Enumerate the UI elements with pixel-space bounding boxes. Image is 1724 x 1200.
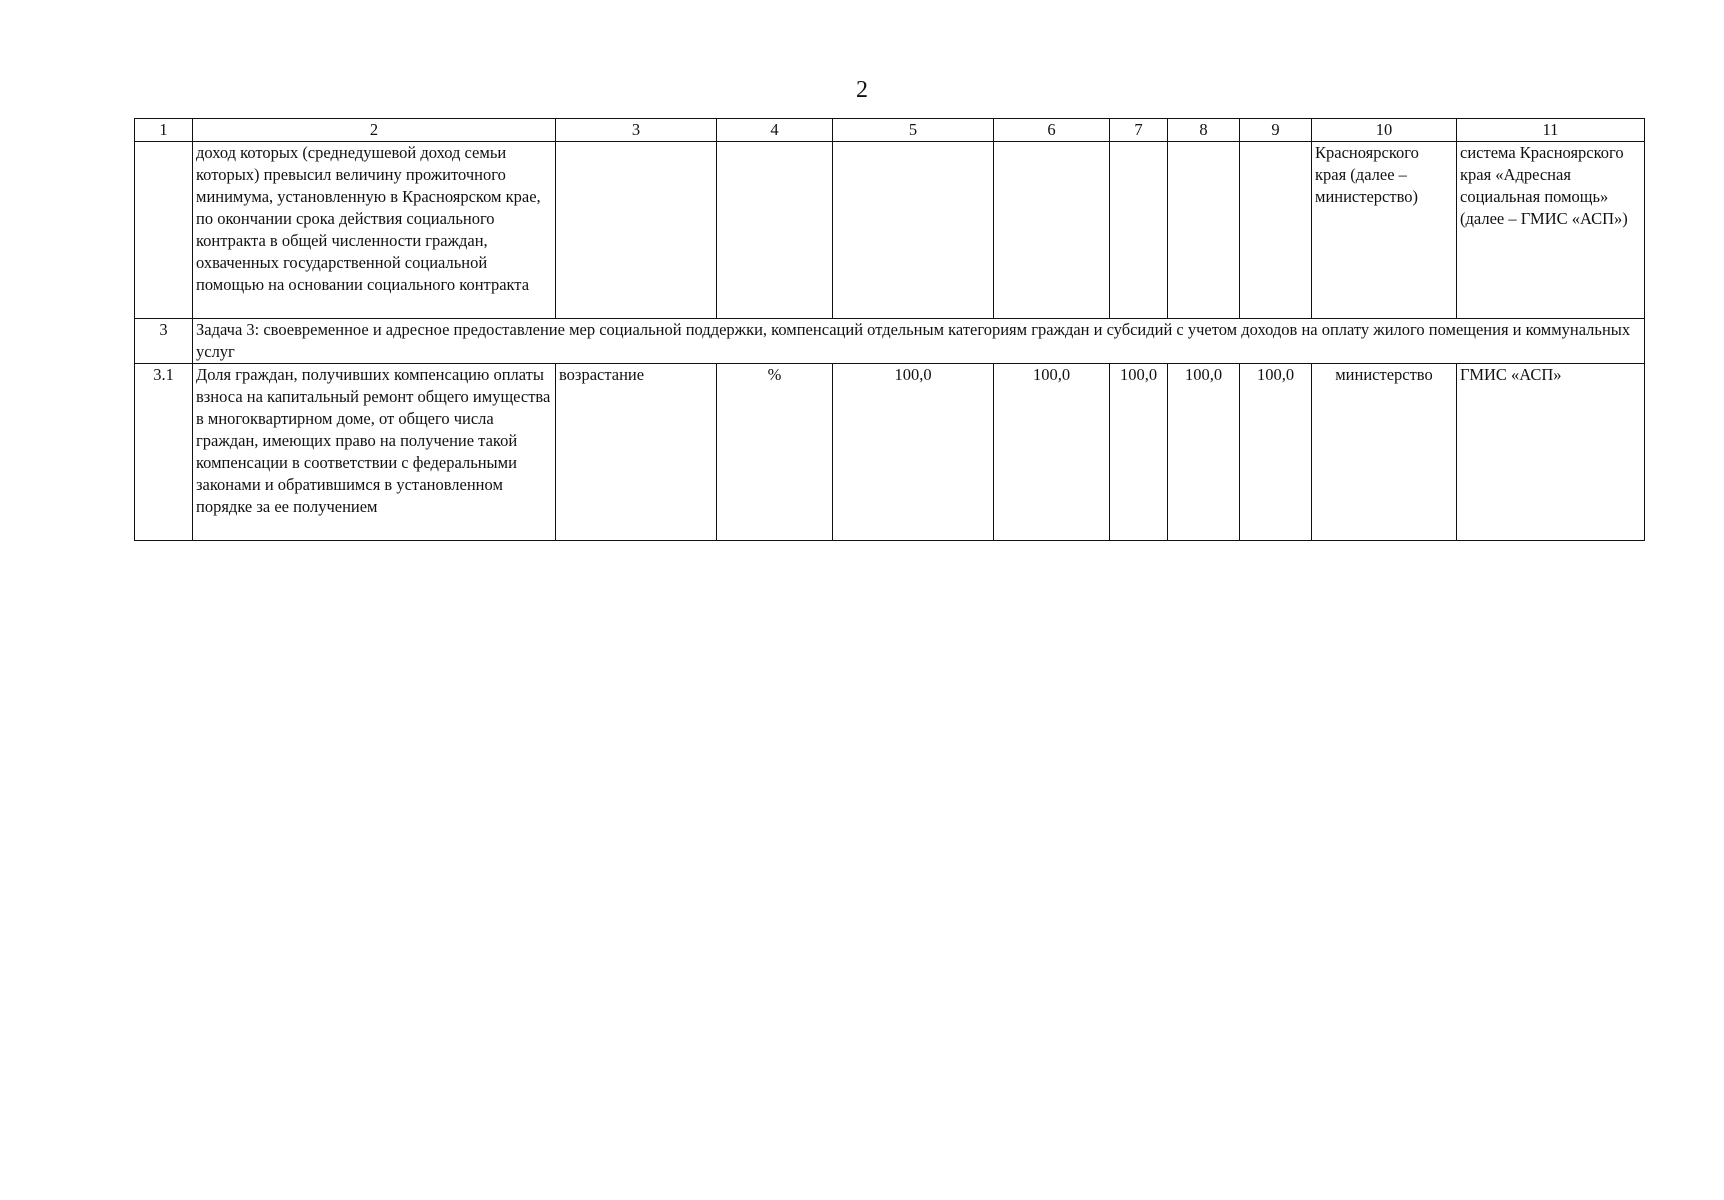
cell-responsible: Красноярского края (далее – министерство): [1312, 142, 1457, 319]
cell-empty: [994, 142, 1110, 319]
cell-number: [135, 142, 193, 319]
cell-indicator: доход которых (среднедушевой доход семьи которых) превысил величину прожиточного минимума, установленную в Красноярском крае, по окончании срока действия социального контракта в общей численности граждан, охваченных государственной социальной помощью на основании социального контракта: [193, 142, 556, 319]
cell-responsible: министерство: [1312, 364, 1457, 541]
cell-empty: [1240, 142, 1312, 319]
column-number: 9: [1240, 119, 1312, 142]
column-number: 1: [135, 119, 193, 142]
column-number: 7: [1110, 119, 1168, 142]
cell-number: 3.1: [135, 364, 193, 541]
cell-value: 100,0: [1110, 364, 1168, 541]
table-row-continuation: [135, 142, 1645, 319]
cell-empty: [717, 142, 833, 319]
cell-empty: [833, 142, 994, 319]
cell-number: 3: [135, 319, 193, 364]
cell-unit: %: [717, 364, 833, 541]
cell-value: 100,0: [1240, 364, 1312, 541]
column-number: 11: [1457, 119, 1645, 142]
page-number: 2: [856, 77, 868, 103]
cell-source: ГМИС «АСП»: [1457, 364, 1645, 541]
table-row-3-1: [135, 364, 1645, 541]
column-number: 4: [717, 119, 833, 142]
cell-source: система Красноярского края «Адресная социальная помощь» (далее – ГМИС «АСП»): [1457, 142, 1645, 319]
column-numbers-row: [135, 119, 1645, 142]
cell-trend: возрастание: [556, 364, 717, 541]
cell-value: 100,0: [994, 364, 1110, 541]
column-number: 3: [556, 119, 717, 142]
column-number: 5: [833, 119, 994, 142]
cell-empty: [556, 142, 717, 319]
indicators-table: [134, 118, 1645, 541]
cell-value: 100,0: [833, 364, 994, 541]
cell-indicator: Доля граждан, получивших компенсацию оплаты взноса на капитальный ремонт общего имущества в многоквартирном доме, от общего числа граждан, имеющих право на получение такой компенсации в соответствии с федеральными законами и обратившимся в установленном порядке за ее получением: [193, 364, 556, 541]
cell-value: 100,0: [1168, 364, 1240, 541]
cell-task-text: Задача 3: своевременное и адресное предоставление мер социальной поддержки, компенсаций отдельным категориям граждан и субсидий с учетом доходов на оплату жилого помещения и коммунальных услуг: [193, 319, 1645, 364]
cell-empty: [1168, 142, 1240, 319]
column-number: 8: [1168, 119, 1240, 142]
cell-empty: [1110, 142, 1168, 319]
table-row-task-3: [135, 319, 1645, 364]
column-number: 2: [193, 119, 556, 142]
column-number: 6: [994, 119, 1110, 142]
column-number: 10: [1312, 119, 1457, 142]
